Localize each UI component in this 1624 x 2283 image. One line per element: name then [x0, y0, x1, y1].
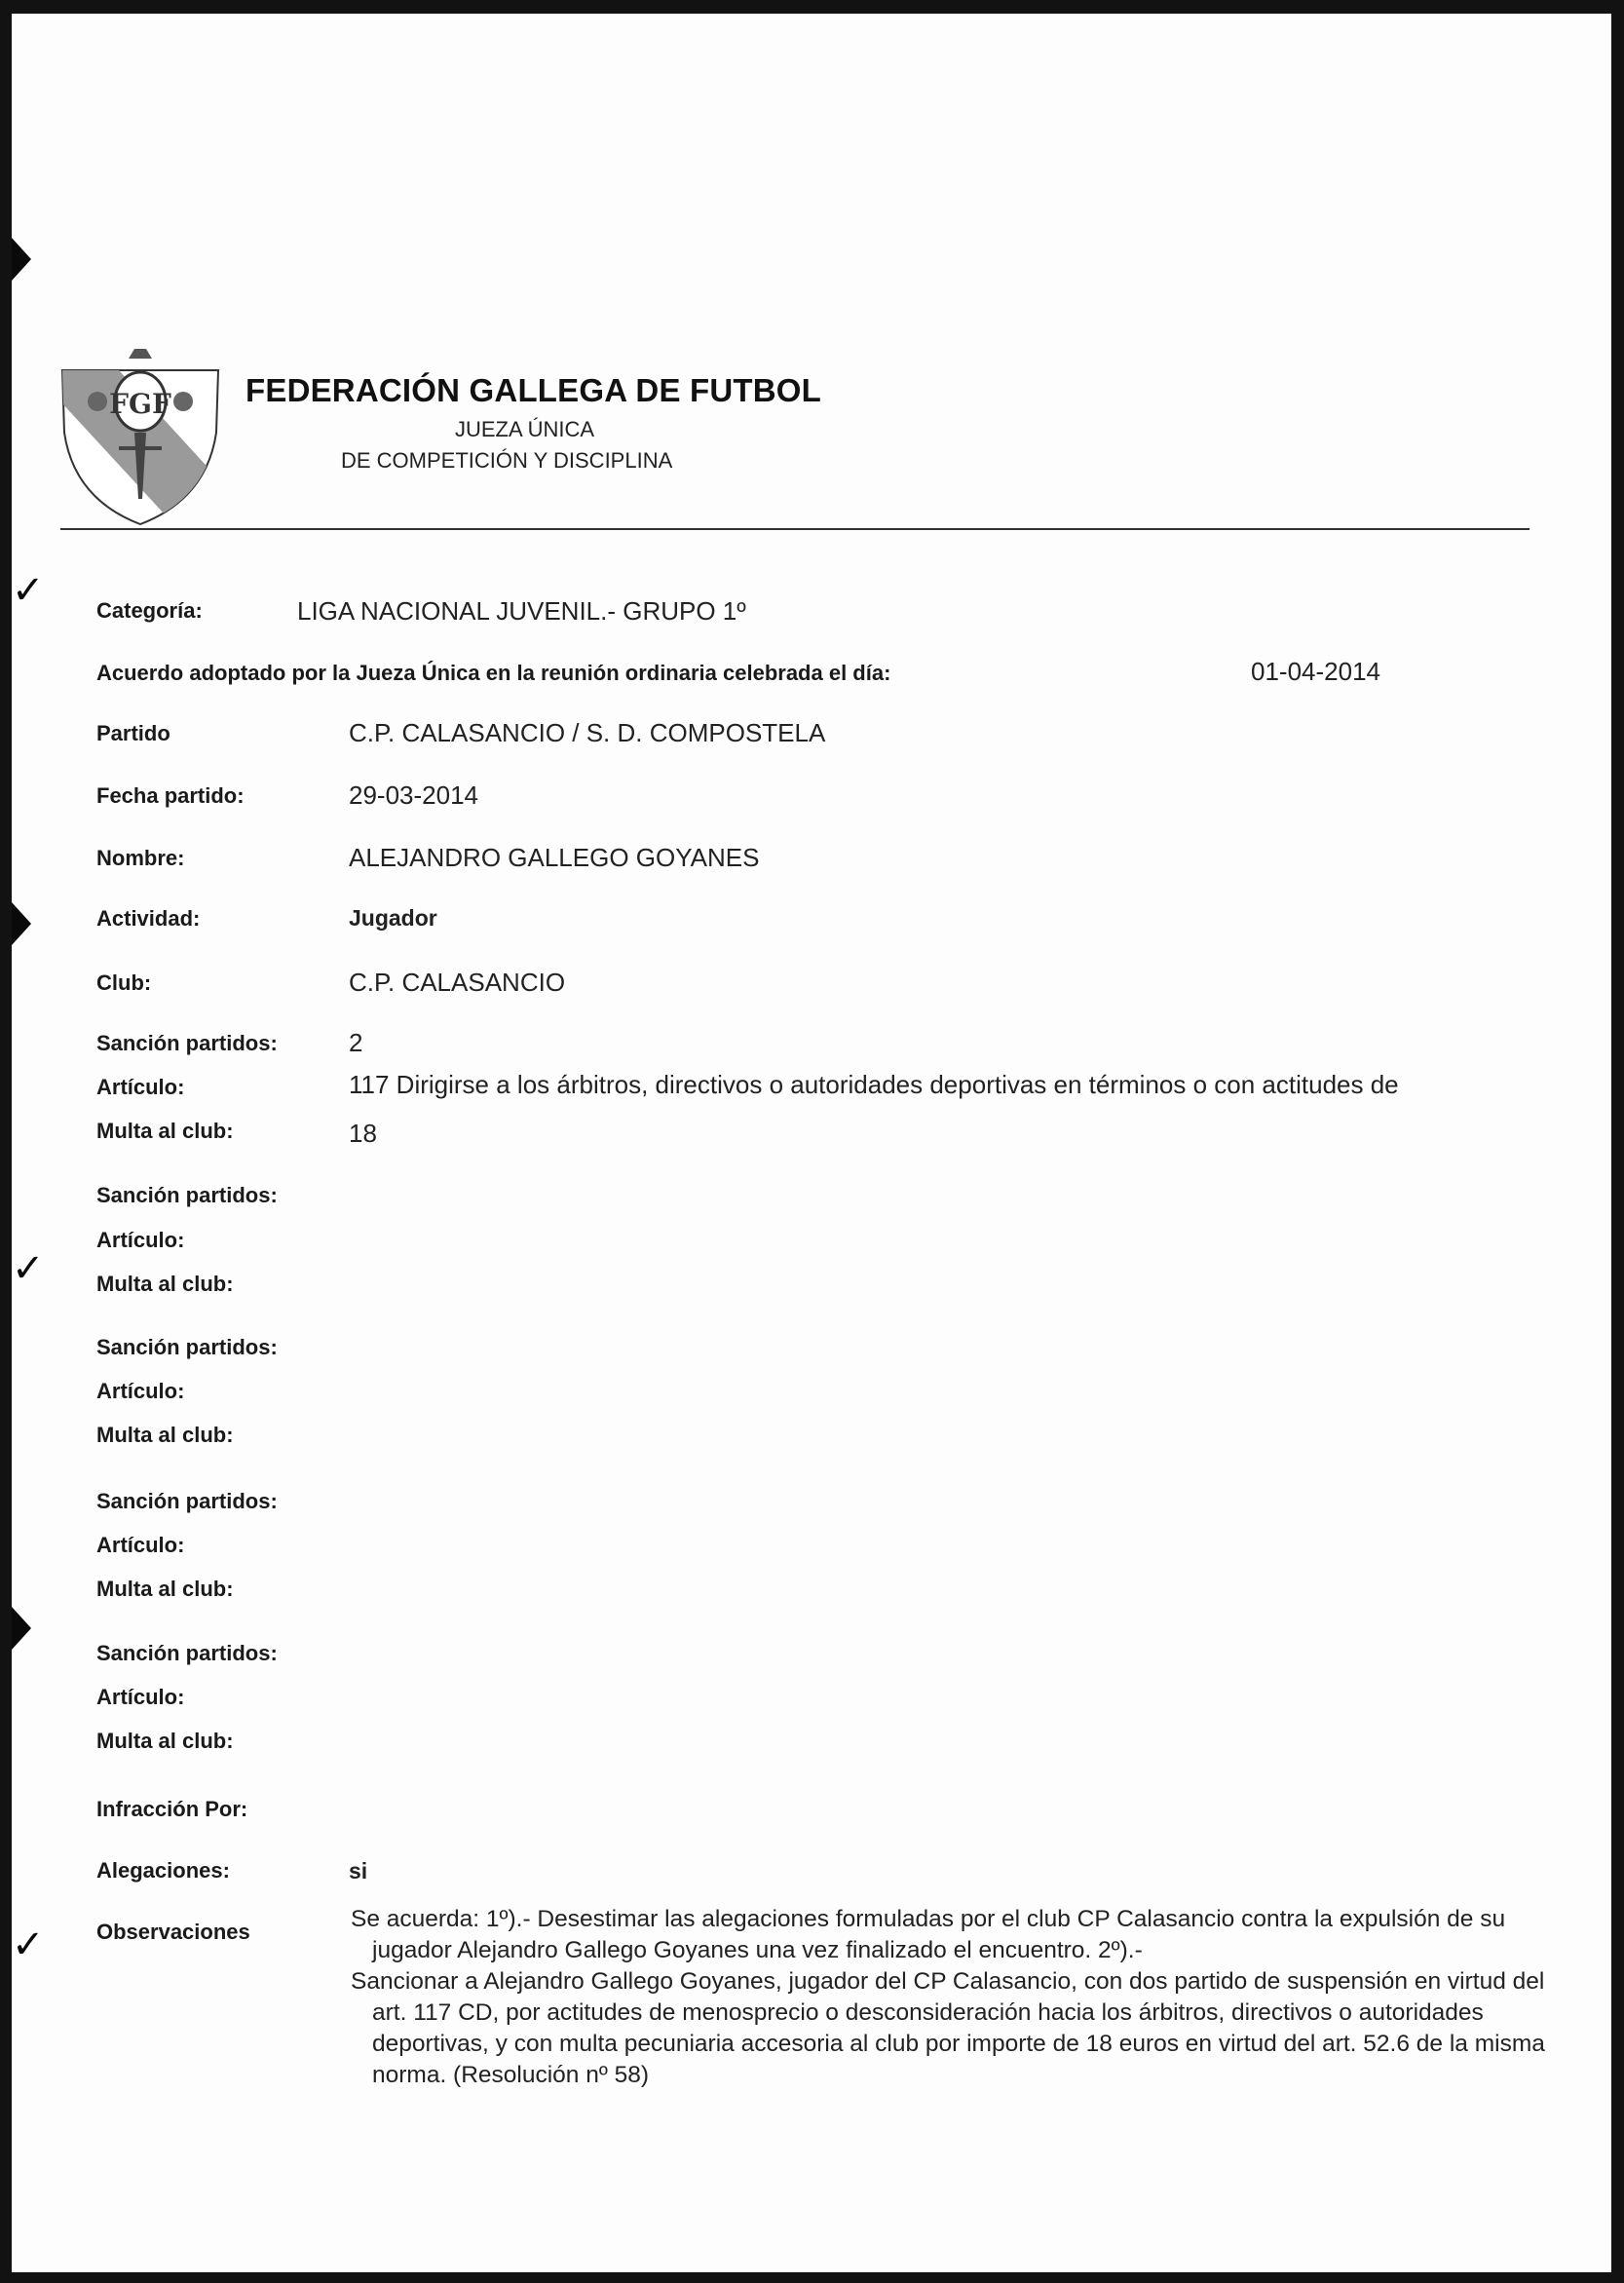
scan-mark: ✓: [12, 1247, 45, 1290]
multa-club-label: Multa al club:: [96, 1119, 234, 1143]
svg-text:FGF: FGF: [109, 388, 171, 420]
multa-club-label: Multa al club:: [96, 1272, 234, 1296]
nombre-label: Nombre:: [96, 846, 185, 870]
fecha-partido-value: 29-03-2014: [349, 780, 478, 810]
acuerdo-label: Acuerdo adoptado por la Jueza Única en la reunión ordinaria celebrada el día:: [96, 661, 891, 685]
sancion-partidos-label: Sanción partidos:: [96, 1489, 278, 1513]
actividad-label: Actividad:: [96, 906, 201, 931]
header-divider: [60, 528, 1530, 530]
observaciones-paragraph: Se acuerda: 1º).- Desestimar las alegaciones formuladas por el club CP Calasancio contra la expulsión de su jugador Alejandro Gallego Goyanes una vez finalizado el encuentro. 2º).-: [351, 1906, 1506, 1963]
organization-title: FEDERACIÓN GALLEGA DE FUTBOL: [245, 372, 822, 408]
sancion-partidos-label: Sanción partidos:: [96, 1335, 278, 1359]
multa-club-label: Multa al club:: [96, 1423, 234, 1447]
partido-label: Partido: [96, 721, 170, 745]
federation-crest-logo: [60, 343, 220, 528]
sancion-partidos-label: Sanción partidos:: [96, 1183, 278, 1207]
club-value: C.P. CALASANCIO: [349, 968, 566, 997]
observaciones-text: [351, 1904, 1568, 2091]
sancion-partidos-value: 2: [349, 1028, 363, 1057]
club-label: Club:: [96, 970, 152, 995]
observaciones-paragraph: Sancionar a Alejandro Gallego Goyanes, jugador del CP Calasancio, con dos partido de suspensión en virtud del art. 117 CD, por actitudes de menosprecio o desconsideración hacia los árbitros, directivos o autoridades deportivas, y con multa pecuniaria accesoria al club por importe de 18 euros en virtud del art. 52.6 de la misma norma. (Resolución nº 58): [351, 1968, 1545, 2088]
sancion-partidos-label: Sanción partidos:: [96, 1031, 278, 1055]
scan-mark: [12, 238, 31, 281]
fecha-partido-label: Fecha partido:: [96, 783, 245, 808]
scan-mark: [12, 1607, 31, 1650]
scan-mark: ✓: [12, 569, 45, 612]
organization-subtitle-2: DE COMPETICIÓN Y DISCIPLINA: [341, 448, 673, 473]
categoria-value: LIGA NACIONAL JUVENIL.- GRUPO 1º: [297, 596, 746, 626]
articulo-label: Artículo:: [96, 1685, 185, 1709]
infraccion-label: Infracción Por:: [96, 1797, 248, 1821]
scan-mark: [12, 902, 31, 945]
acuerdo-date: 01-04-2014: [1251, 657, 1380, 686]
alegaciones-value: si: [349, 1858, 368, 1883]
multa-club-label: Multa al club:: [96, 1729, 234, 1753]
document-page: [12, 14, 1611, 2272]
multa-club-label: Multa al club:: [96, 1577, 234, 1601]
articulo-label: Artículo:: [96, 1228, 185, 1252]
categoria-label: Categoría:: [96, 598, 203, 623]
partido-value: C.P. CALASANCIO / S. D. COMPOSTELA: [349, 718, 826, 747]
multa-club-value: 18: [349, 1119, 377, 1148]
nombre-value: ALEJANDRO GALLEGO GOYANES: [349, 843, 760, 872]
observaciones-label: Observaciones: [96, 1920, 250, 1944]
articulo-label: Artículo:: [96, 1379, 185, 1403]
sancion-partidos-label: Sanción partidos:: [96, 1641, 278, 1665]
articulo-value: 117 Dirigirse a los árbitros, directivos o autoridades deportivas en términos o con actitudes de: [349, 1070, 1399, 1099]
alegaciones-label: Alegaciones:: [96, 1858, 230, 1883]
articulo-label: Artículo:: [96, 1533, 185, 1557]
actividad-value: Jugador: [349, 905, 437, 931]
scan-mark: ✓: [12, 1923, 45, 1966]
articulo-label: Artículo:: [96, 1075, 185, 1099]
organization-subtitle-1: JUEZA ÚNICA: [455, 417, 595, 441]
